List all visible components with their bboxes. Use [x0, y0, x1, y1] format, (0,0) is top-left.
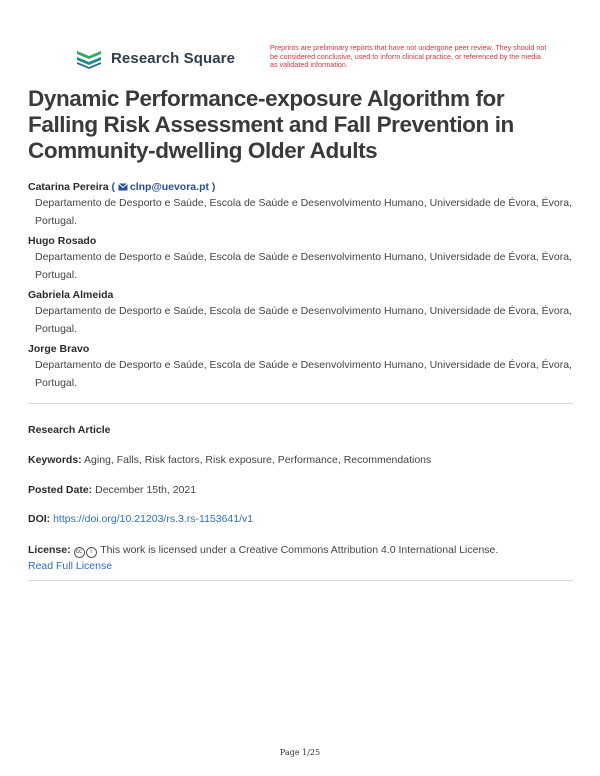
- author-name: Catarina Pereira: [28, 181, 109, 193]
- preprint-disclaimer: Preprints are preliminary reports that have not undergone peer review. They should not be considered conclusive, used to inform clinical practice, or referenced by the media as validated information.: [270, 43, 547, 70]
- author-name: Gabriela Almeida: [28, 289, 114, 301]
- author-entry: [28, 288, 573, 338]
- author-affiliation: Departamento de Desporto e Saúde, Escola de Saúde e Desenvolvimento Humano, Universidade de Évora, Évora, Portugal.: [35, 251, 572, 281]
- posted-date-value: December 15th, 2021: [95, 484, 197, 496]
- keywords-value: Aging, Falls, Risk factors, Risk exposure, Performance, Recommendations: [84, 454, 432, 466]
- page-header: [0, 0, 600, 80]
- keywords-label: Keywords:: [28, 454, 82, 466]
- author-entry: [28, 342, 573, 392]
- page-number: Page 1/25: [279, 748, 321, 757]
- doi-row: [28, 513, 573, 525]
- cc-icon: cc: [74, 547, 85, 558]
- author-name: Hugo Rosado: [28, 235, 97, 247]
- author-entry: [28, 180, 573, 230]
- doi-label: DOI:: [28, 513, 51, 525]
- author-email[interactable]: clnp@uevora.pt: [129, 181, 209, 193]
- license-text: This work is licensed under a Creative Commons Attribution 4.0 International License.: [100, 544, 499, 556]
- posted-date-row: [28, 484, 573, 496]
- logo-text: Research Square: [111, 49, 236, 67]
- doi-link[interactable]: https://doi.org/10.21203/rs.3.rs-1153641/v1: [53, 513, 254, 525]
- article-type: [28, 424, 573, 436]
- author-list: [28, 180, 573, 396]
- posted-date-label: Posted Date:: [28, 484, 93, 496]
- read-full-license-link[interactable]: Read Full License: [28, 560, 113, 572]
- author-affiliation: Departamento de Desporto e Saúde, Escola de Saúde e Desenvolvimento Humano, Universidade de Évora, Évora, Portugal.: [35, 197, 572, 227]
- license-label: License:: [28, 544, 71, 556]
- author-affiliation: Departamento de Desporto e Saúde, Escola de Saúde e Desenvolvimento Humano, Universidade de Évora, Évora, Portugal.: [35, 359, 572, 389]
- paper-title: Dynamic Performance-exposure Algorithm for Falling Risk Assessment and Fall Prevention in Community-dwelling Older Adults: [28, 86, 514, 163]
- divider-bottom: [28, 580, 573, 581]
- research-square-logo[interactable]: [75, 47, 235, 69]
- author-affiliation: Departamento de Desporto e Saúde, Escola de Saúde e Desenvolvimento Humano, Universidade de Évora, Évora, Portugal.: [35, 305, 572, 335]
- author-email-link[interactable]: ( clnp@uevora.pt ): [111, 181, 216, 193]
- by-icon: i: [86, 547, 97, 558]
- author-name: Jorge Bravo: [28, 343, 90, 355]
- license-row: [28, 542, 573, 574]
- article-type-label: Research Article: [28, 424, 111, 436]
- keywords-row: [28, 454, 573, 466]
- divider-top: [28, 403, 573, 404]
- envelope-icon: [118, 183, 128, 191]
- author-entry: [28, 234, 573, 284]
- research-square-logo-icon: [75, 47, 103, 69]
